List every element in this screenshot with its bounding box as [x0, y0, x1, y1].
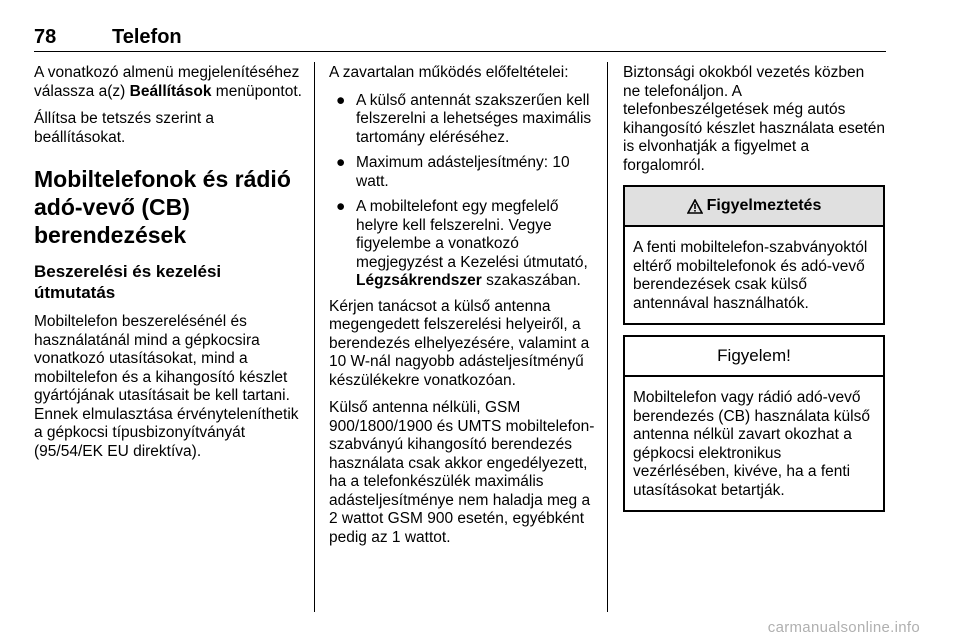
watermark: carmanualsonline.info — [767, 619, 920, 636]
paragraph: Állítsa be tetszés szerint a beállításokat. — [34, 110, 215, 146]
caution-box — [623, 335, 885, 512]
column-divider — [314, 62, 315, 612]
column-middle — [329, 64, 597, 556]
list-item: ● A külső antennát szakszerűen kell felszerelni a lehetséges maximális tartomány eléréséhez. — [336, 91, 592, 146]
warning-box — [623, 185, 885, 325]
paragraph: Mobiltelefon beszerelésénél és használatánál mind a gépkocsira vonatkozó utasításokat, mind a mobiltelefon és a kihangosító készlet gyártójának utasításait be kell tartani. Ennek elmulasztása érvényteleníthetik a gépkocsi típusbizonyítványát (95/54/EK EU direktíva). — [34, 313, 299, 460]
page-number: 78 — [34, 26, 57, 48]
page-header — [34, 24, 886, 52]
warning-box-header — [625, 187, 883, 227]
column-right — [623, 64, 885, 512]
menu-item-reference: Beállítások — [129, 82, 212, 100]
bullet-list — [329, 92, 597, 291]
caution-box-title: Figyelem! — [717, 345, 791, 365]
chapter-title: Telefon — [112, 26, 182, 48]
warning-box-body: A fenti mobiltelefon-szabványoktól eltérő mobiltelefonok és adó-vevő berendezések csak külső antennával használhatók. — [633, 239, 868, 312]
section-reference: Légzsákrendszer — [356, 272, 482, 289]
section-title: Mobiltelefonok és rádió adó-vevő (CB) berendezések — [34, 166, 291, 248]
paragraph: Külső antenna nélküli, GSM 900/1800/1900 és UMTS mobiltelefon-szabványú kihangosító berendezés használata csak akkor engedélyezett, ha a telefonkészülék maximális adásteljesítménye nem haladja meg a 2 wattot GSM 900 esetén, egyébként pedig az 1 wattot. — [329, 399, 595, 546]
paragraph: Biztonsági okokból vezetés közben ne telefonáljon. A telefonbeszélgetések még autós kihangosító készlet használata esetén is elvonhatják a figyelmet a forgalomról. — [623, 64, 885, 174]
bullet-icon: ● — [336, 91, 346, 109]
caution-box-body: Mobiltelefon vagy rádió adó-vevő berendezés (CB) használata külső antenna nélkül zavart okozhat a gépkocsi elektronikus vezérlésében, kivéve, ha a fenti utasításokat betartják. — [633, 389, 870, 499]
column-divider — [607, 62, 608, 612]
warning-box-title: Figyelmeztetés — [706, 196, 822, 214]
column-left — [34, 64, 304, 470]
caution-box-header — [625, 337, 883, 377]
bullet-icon: ● — [336, 154, 346, 171]
list-item: ● Maximum adásteljesítmény: 10 watt. — [336, 154, 570, 190]
subsection-title: Beszerelési és kezelési útmutatás — [34, 262, 222, 302]
list-intro: A zavartalan működés előfeltételei: — [329, 64, 569, 81]
paragraph: Kérjen tanácsot a külső antenna megengedett felszerelési helyeiről, a berendezés elhelyezésére, valamint a 10 W-nál nagyobb adásteljesítményű készülékekre vonatkozóan. — [329, 297, 590, 389]
warning-triangle-icon — [687, 199, 703, 214]
paragraph: A vonatkozó almenü megjelenítéséhez válassza a(z) Beállítások menüpontot. — [34, 64, 302, 100]
list-item: ● A mobiltelefont egy megfelelő helyre kell felszerelni. Vegye figyelembe a vonatkozó megjegyzést a Kezelési útmutató, Légzsákrendszer szakaszában. — [336, 198, 588, 289]
bullet-icon: ● — [336, 198, 346, 215]
